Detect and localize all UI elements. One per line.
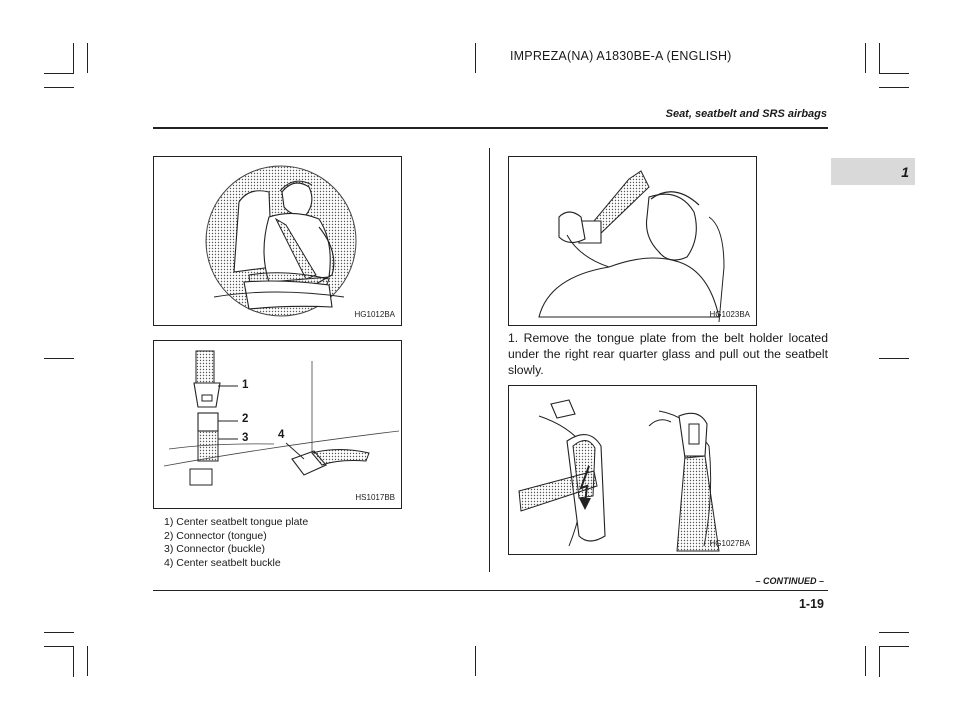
page-number: 1-19 — [798, 597, 824, 611]
legend-item: 1) Center seatbelt tongue plate — [164, 516, 309, 528]
column-divider — [489, 148, 490, 572]
crop-mark — [879, 646, 880, 677]
legend-item: 4) Center seatbelt buckle — [164, 556, 281, 569]
center-seatbelt-illustration — [154, 341, 403, 510]
crop-mark — [475, 646, 476, 676]
figure-seatbelt-wearing — [153, 156, 402, 326]
continued-label: – CONTINUED – — [755, 576, 824, 586]
crop-mark — [475, 43, 476, 73]
crop-mark — [879, 632, 909, 633]
crop-mark — [73, 646, 74, 677]
crop-mark — [865, 646, 866, 676]
figure-code: HG1012BA — [354, 310, 395, 319]
figure-legend — [164, 516, 308, 570]
legend-item: 3) Connector (buckle) — [164, 543, 265, 555]
belt-holder-illustration — [509, 386, 758, 556]
crop-mark — [87, 43, 88, 73]
section-title: Seat, seatbelt and SRS airbags — [665, 108, 827, 120]
document-title: IMPREZA(NA) A1830BE-A (ENGLISH) — [510, 49, 732, 63]
footer-rule — [153, 590, 828, 591]
crop-mark — [87, 646, 88, 676]
figure-code: HG1023BA — [709, 310, 750, 319]
crop-mark — [44, 73, 74, 74]
callout-1: 1 — [242, 379, 249, 391]
chapter-tab: 1 — [831, 158, 915, 185]
callout-2: 2 — [242, 413, 249, 425]
figure-code: HG1027BA — [709, 539, 750, 548]
seatbelt-wearing-illustration — [154, 157, 403, 327]
crop-mark — [44, 358, 74, 359]
crop-mark — [44, 87, 74, 88]
callout-4: 4 — [278, 429, 285, 441]
crop-mark — [44, 646, 74, 647]
legend-item: 2) Connector (tongue) — [164, 529, 267, 542]
figure-code: HS1017BB — [355, 493, 395, 502]
figure-center-seatbelt — [153, 340, 402, 509]
header-rule — [153, 127, 828, 129]
crop-mark — [879, 646, 909, 647]
crop-mark — [865, 43, 866, 73]
crop-mark — [879, 73, 909, 74]
crop-mark — [879, 87, 909, 88]
crop-mark — [44, 632, 74, 633]
callout-3: 3 — [242, 432, 249, 444]
figure-pull-seatbelt — [508, 156, 757, 326]
pull-seatbelt-illustration — [509, 157, 758, 327]
figure-belt-holder — [508, 385, 757, 555]
crop-mark — [879, 43, 880, 74]
crop-mark — [879, 358, 909, 359]
crop-mark — [73, 43, 74, 74]
instruction-step-1: 1. Remove the tongue plate from the belt holder located under the right rear quarter glass and pull out the seatbelt slowly. — [508, 331, 828, 377]
